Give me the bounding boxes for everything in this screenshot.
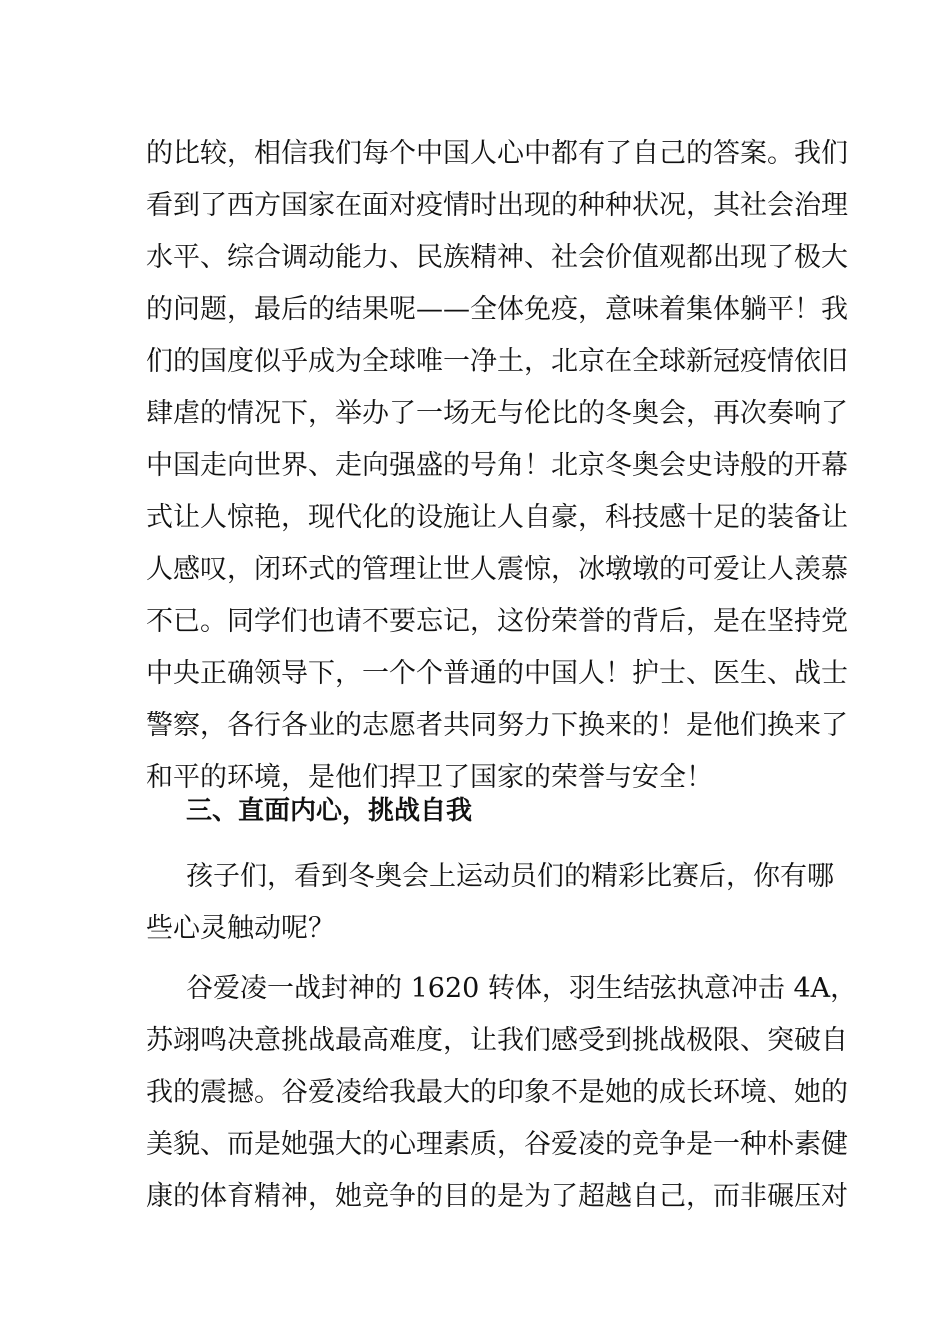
paragraph-line: 苏翊鸣决意挑战最高难度，让我们感受到挑战极限、突破自 xyxy=(146,1025,848,1056)
paragraph-line: 我的震撼。谷爱凌给我最大的印象不是她的成长环境、她的 xyxy=(146,1077,848,1108)
section-heading: 三、直面内心，挑战自我 xyxy=(186,796,473,826)
paragraph-line: 中央正确领导下，一个个普通的中国人！护士、医生、战士 xyxy=(146,658,848,689)
paragraph-line: 谷爱凌一战封神的 1620 转体，羽生结弦执意冲击 4A， xyxy=(186,973,858,1004)
paragraph-line: 的比较，相信我们每个中国人心中都有了自己的答案。我们 xyxy=(146,138,848,169)
paragraph-line: 们的国度似乎成为全球唯一净土，北京在全球新冠疫情依旧 xyxy=(146,346,848,377)
paragraph-line: 康的体育精神，她竞争的目的是为了超越自己，而非碾压对 xyxy=(146,1181,848,1212)
paragraph-line: 美貌、而是她强大的心理素质，谷爱凌的竞争是一种朴素健 xyxy=(146,1129,848,1160)
paragraph-line: 肆虐的情况下，举办了一场无与伦比的冬奥会，再次奏响了 xyxy=(146,398,848,429)
paragraph-line: 警察，各行各业的志愿者共同努力下换来的！是他们换来了 xyxy=(146,710,848,741)
paragraph-line: 中国走向世界、走向强盛的号角！北京冬奥会史诗般的开幕 xyxy=(146,450,848,481)
paragraph-line: 人感叹，闭环式的管理让世人震惊，冰墩墩的可爱让人羡慕 xyxy=(146,554,848,585)
paragraph-line: 些心灵触动呢？ xyxy=(146,913,335,944)
paragraph-line: 看到了西方国家在面对疫情时出现的种种状况，其社会治理 xyxy=(146,190,848,221)
paragraph-line: 不已。同学们也请不要忘记，这份荣誉的背后，是在坚持党 xyxy=(146,606,848,637)
paragraph-line: 式让人惊艳，现代化的设施让人自豪，科技感十足的装备让 xyxy=(146,502,848,533)
paragraph-line: 水平、综合调动能力、民族精神、社会价值观都出现了极大 xyxy=(146,242,848,273)
paragraph-line: 的问题，最后的结果呢——全体免疫，意味着集体躺平！我 xyxy=(146,294,848,325)
paragraph-line: 和平的环境，是他们捍卫了国家的荣誉与安全！ xyxy=(146,762,713,793)
paragraph-line: 孩子们，看到冬奥会上运动员们的精彩比赛后，你有哪 xyxy=(186,861,834,892)
